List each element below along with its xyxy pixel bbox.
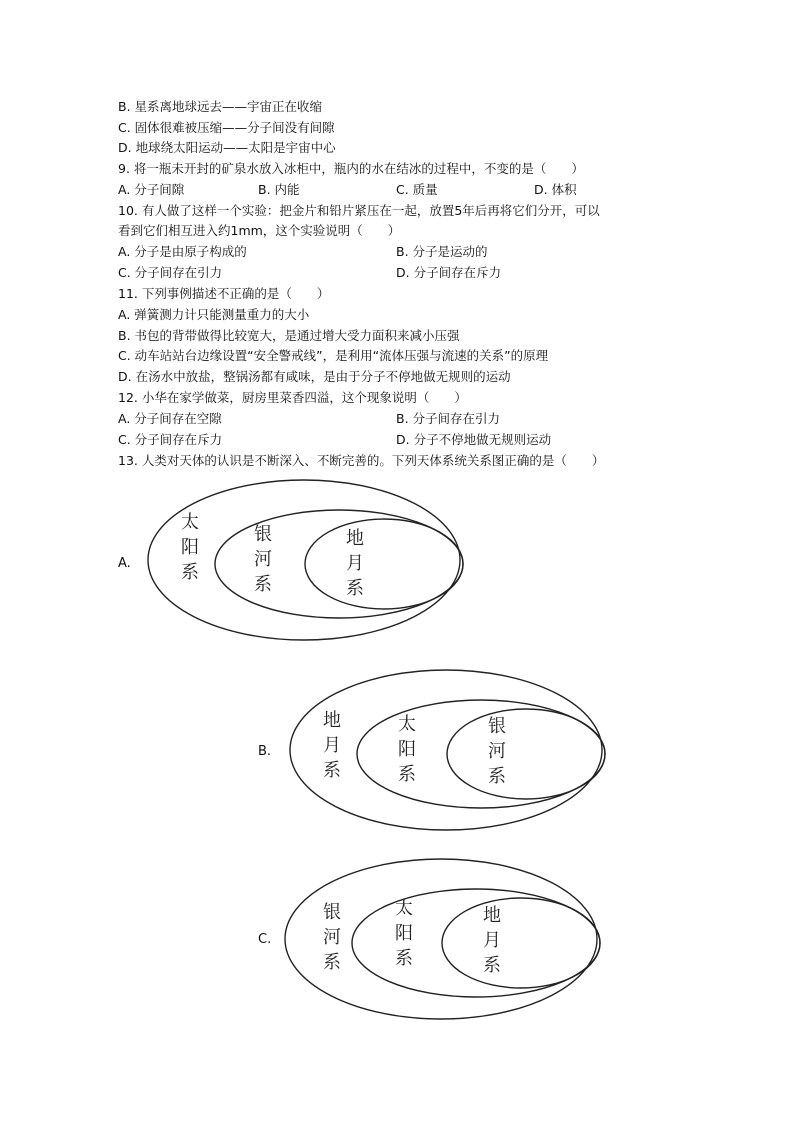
diagram-b-inner-char: 银 — [488, 716, 506, 737]
diagram-b-label: B. — [258, 744, 272, 759]
diagram-a-inner-char: 月 — [346, 553, 364, 574]
diagram-b-middle-char: 太 — [398, 714, 416, 735]
q10-option-b: B. 分子是运动的 — [396, 244, 488, 259]
diagram-a-outer-char: 阳 — [181, 537, 199, 558]
q12-stem: 12. 小华在家学做菜，厨房里菜香四溢，这个现象说明（ ） — [118, 390, 467, 405]
diagram-c-inner-char: 地 — [483, 905, 501, 926]
diagram-b-outer-char: 系 — [323, 760, 341, 781]
diagram-b-outer-char: 地 — [323, 710, 341, 731]
diagram-b-inner-ellipse — [447, 709, 605, 799]
diagram-a — [146, 478, 468, 648]
q8-option-b: B. 星系离地球远去——宇宙正在收缩 — [118, 99, 323, 114]
diagram-c-middle-char: 阳 — [395, 923, 413, 944]
q12-option-d: D. 分子不停地做无规则运动 — [396, 432, 552, 447]
q11-option-a: A. 弹簧测力计只能测量重力的大小 — [118, 307, 310, 322]
q12-option-a: A. 分子间存在空隙 — [118, 411, 222, 426]
diagram-a-middle-char: 银 — [254, 524, 272, 545]
diagram-a-outer-char: 太 — [181, 512, 199, 533]
q13-stem: 13. 人类对天体的认识是不断深入、不断完善的。下列天体系统关系图正确的是（ ） — [118, 453, 605, 468]
q8-option-d: D. 地球绕太阳运动——太阳是宇宙中心 — [118, 140, 336, 155]
diagram-b-middle-char: 系 — [398, 764, 416, 785]
q10-option-a: A. 分子是由原子构成的 — [118, 244, 247, 259]
q11-option-b: B. 书包的背带做得比较宽大，是通过增大受力面积来减小压强 — [118, 328, 460, 343]
q9-option-d: D. 体积 — [534, 182, 577, 197]
q9-option-b: B. 内能 — [258, 182, 300, 197]
diagram-c-outer-char: 河 — [323, 927, 341, 948]
diagram-b-inner-char: 系 — [488, 766, 506, 787]
diagram-a-inner-ellipse — [305, 519, 463, 609]
q9-option-a: A. 分子间隙 — [118, 182, 185, 197]
diagram-c-label: C. — [258, 932, 272, 947]
q11-option-c: C. 动车站站台边缘设置“安全警戒线”，是利用“流体压强与流速的关系”的原理 — [118, 348, 549, 363]
diagram-c-inner-char: 系 — [483, 955, 501, 976]
diagram-a-outer-char: 系 — [181, 562, 199, 583]
diagram-c — [283, 858, 605, 1028]
q10-option-c: C. 分子间存在引力 — [118, 265, 223, 280]
q12-option-b: B. 分子间存在引力 — [396, 411, 501, 426]
q10-option-d: D. 分子间存在斥力 — [396, 265, 502, 280]
diagram-c-middle-char: 太 — [395, 898, 413, 919]
diagram-b-outer-char: 月 — [323, 735, 341, 756]
diagram-a-label: A. — [118, 556, 131, 571]
q12-option-c: C. 分子间存在斥力 — [118, 432, 223, 447]
diagram-c-outer-char: 系 — [323, 952, 341, 973]
q9-stem: 9. 将一瓶未开封的矿泉水放入冰柜中，瓶内的水在结冰的过程中，不变的是（ ） — [118, 161, 584, 176]
diagram-c-inner-char: 月 — [483, 930, 501, 951]
diagram-c-middle-char: 系 — [395, 948, 413, 969]
diagram-b-inner-char: 河 — [488, 741, 506, 762]
q8-option-c: C. 固体很难被压缩——分子间没有间隙 — [118, 120, 335, 135]
diagram-c-inner-ellipse — [442, 898, 600, 988]
q11-option-d: D. 在汤水中放盐，整锅汤都有咸味，是由于分子不停地做无规则的运动 — [118, 369, 511, 384]
diagram-a-inner-char: 地 — [346, 528, 364, 549]
diagram-b-middle-char: 阳 — [398, 739, 416, 760]
diagram-b — [288, 668, 610, 838]
q9-option-c: C. 质量 — [396, 182, 438, 197]
diagram-a-middle-char: 河 — [254, 549, 272, 570]
diagram-a-inner-char: 系 — [346, 578, 364, 599]
q10-stem-2: 看到它们相互进入约1mm，这个实验说明（ ） — [118, 223, 401, 238]
q10-stem-1: 10. 有人做了这样一个实验：把金片和铅片紧压在一起，放置5年后再将它们分开，可以 — [118, 203, 600, 218]
q11-stem: 11. 下列事例描述不正确的是（ ） — [118, 286, 330, 301]
diagram-c-outer-char: 银 — [323, 902, 341, 923]
diagram-a-middle-char: 系 — [254, 574, 272, 595]
